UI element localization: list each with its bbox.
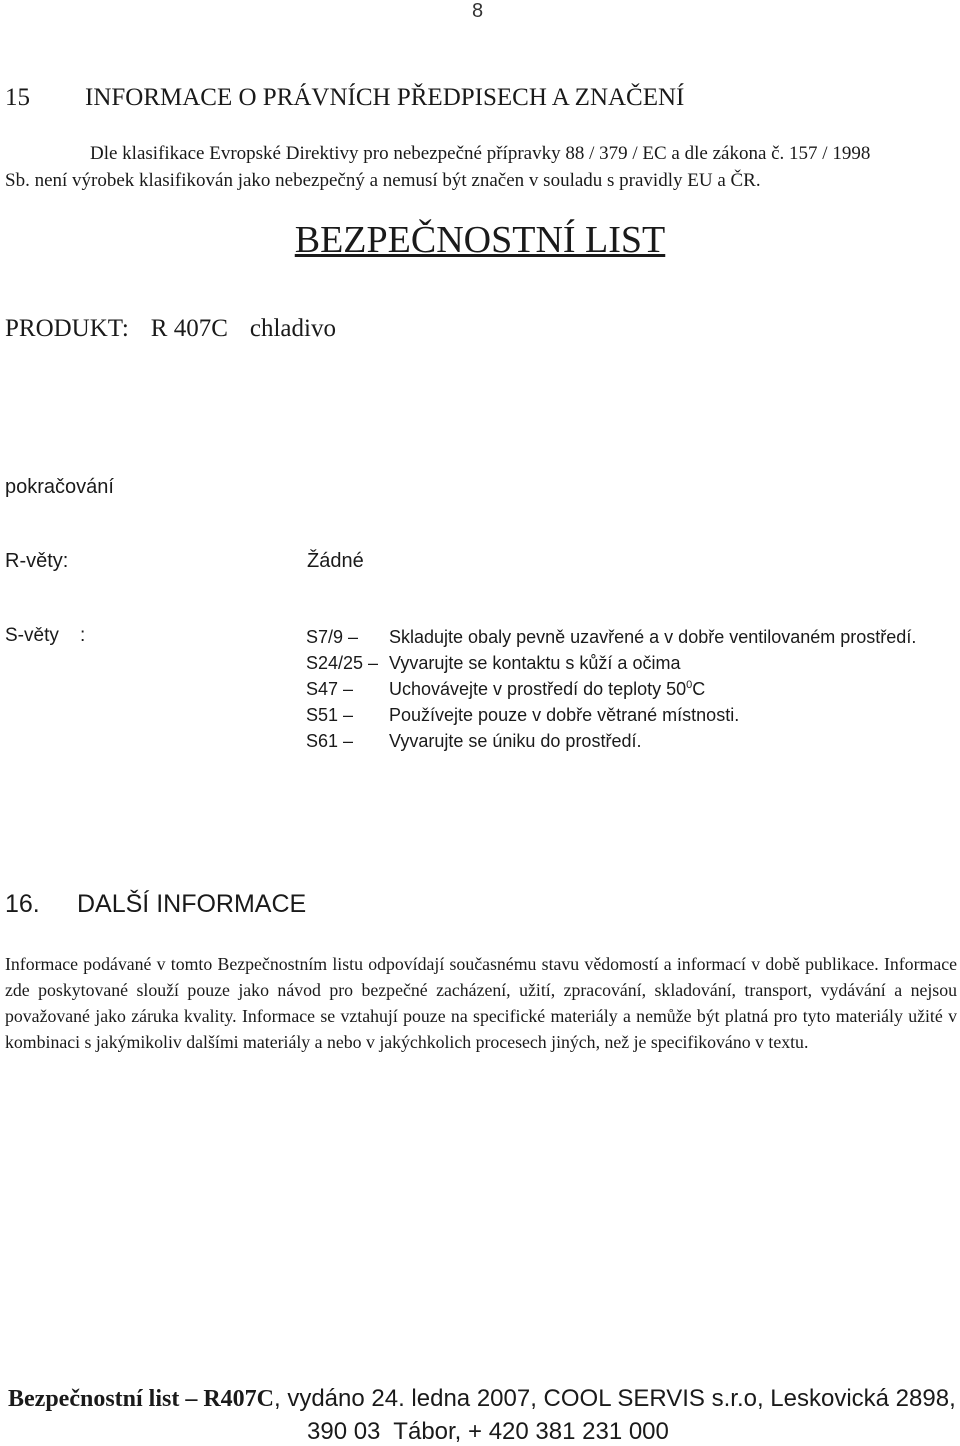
document-title-text: BEZPEČNOSTNÍ LIST <box>294 219 666 261</box>
s-phrase-text: Vyvarujte se úniku do prostředí. <box>389 731 642 751</box>
footer-dash: – <box>179 1386 204 1412</box>
section-15-title: INFORMACE O PRÁVNÍCH PŘEDPISECH A ZNAČENÍ <box>85 84 685 111</box>
degree-superscript: 0 <box>686 679 693 691</box>
section-15-heading <box>5 84 684 112</box>
section-16-paragraph: Informace podávané v tomto Bezpečnostním listu odpovídají současnému stavu vědomostí a informací v době publikace. Informace zde poskytované slouží pouze jako návod pro bezpečné zacházení, užití, zpracování, skladování, transport, vydávání a nejsou považované jako záruka kvality. Informace se vztahují pouze na specifické materiály a nemůže být platná pro tyto materiály užité v kombinaci s jakýmikoliv dalšími materiály a nebo v jakýchkolich procesech jiných, než je specifikováno v textu. <box>5 954 957 1052</box>
s-phrase-code: S24/25 – <box>306 653 379 673</box>
s-phrase-text: Skladujte obaly pevně uzavřené a v dobře ventilovaném prostředí. <box>389 627 917 647</box>
footer-doc-name: Bezpečnostní list <box>8 1386 180 1412</box>
section-15-number: 15 <box>5 84 30 111</box>
section-16-title: DALŠÍ INFORMACE <box>77 890 307 918</box>
product-line <box>5 315 336 343</box>
product-label: PRODUKT: <box>5 315 129 342</box>
section-15-line-2: Sb. není výrobek klasifikován jako nebezpečný a nemusí být značen v souladu s pravidly EU a ČR. <box>5 170 761 191</box>
footer-details: , vydáno 24. ledna 2007, COOL SERVIS s.r.o, Leskovická 2898, <box>274 1385 956 1412</box>
s-phrase-code: S51 – <box>306 705 354 725</box>
page-number: 8 <box>472 0 484 22</box>
document-title <box>0 218 960 262</box>
product-code: R 407C <box>150 315 228 342</box>
product-name: chladivo <box>249 315 336 342</box>
r-phrases-label: R-věty: <box>5 550 69 572</box>
s-phrase-text-row <box>389 679 705 700</box>
section-16-heading <box>5 890 306 919</box>
s-phrase-text: Vyvarujte se kontaktu s kůží a očima <box>389 653 681 673</box>
s-phrase-code: S7/9 – <box>306 627 359 647</box>
section-16-number: 16. <box>5 890 40 918</box>
s-phrase-text: Uchovávejte v prostředí do teploty 50 <box>389 679 687 699</box>
footer-product: R407C <box>203 1386 274 1412</box>
s-phrase-text: Používejte pouze v dobře větrané místnosti. <box>389 705 740 725</box>
footer-line-2: 390 03 Tábor, + 420 381 231 000 <box>307 1418 669 1445</box>
s-phrase-code: S47 – <box>306 679 354 699</box>
r-phrases-value: Žádné <box>307 550 364 572</box>
footer-line-1 <box>8 1385 956 1413</box>
s-phrases-label: S-věty : <box>5 625 86 646</box>
s-phrase-unit: C <box>692 679 706 699</box>
continuation-label: pokračování <box>5 476 114 498</box>
section-15-line-1: Dle klasifikace Evropské Direktivy pro nebezpečné přípravky 88 / 379 / EC a dle zákona č. 157 / 1998 <box>90 143 871 164</box>
s-phrase-code: S61 – <box>306 731 354 751</box>
